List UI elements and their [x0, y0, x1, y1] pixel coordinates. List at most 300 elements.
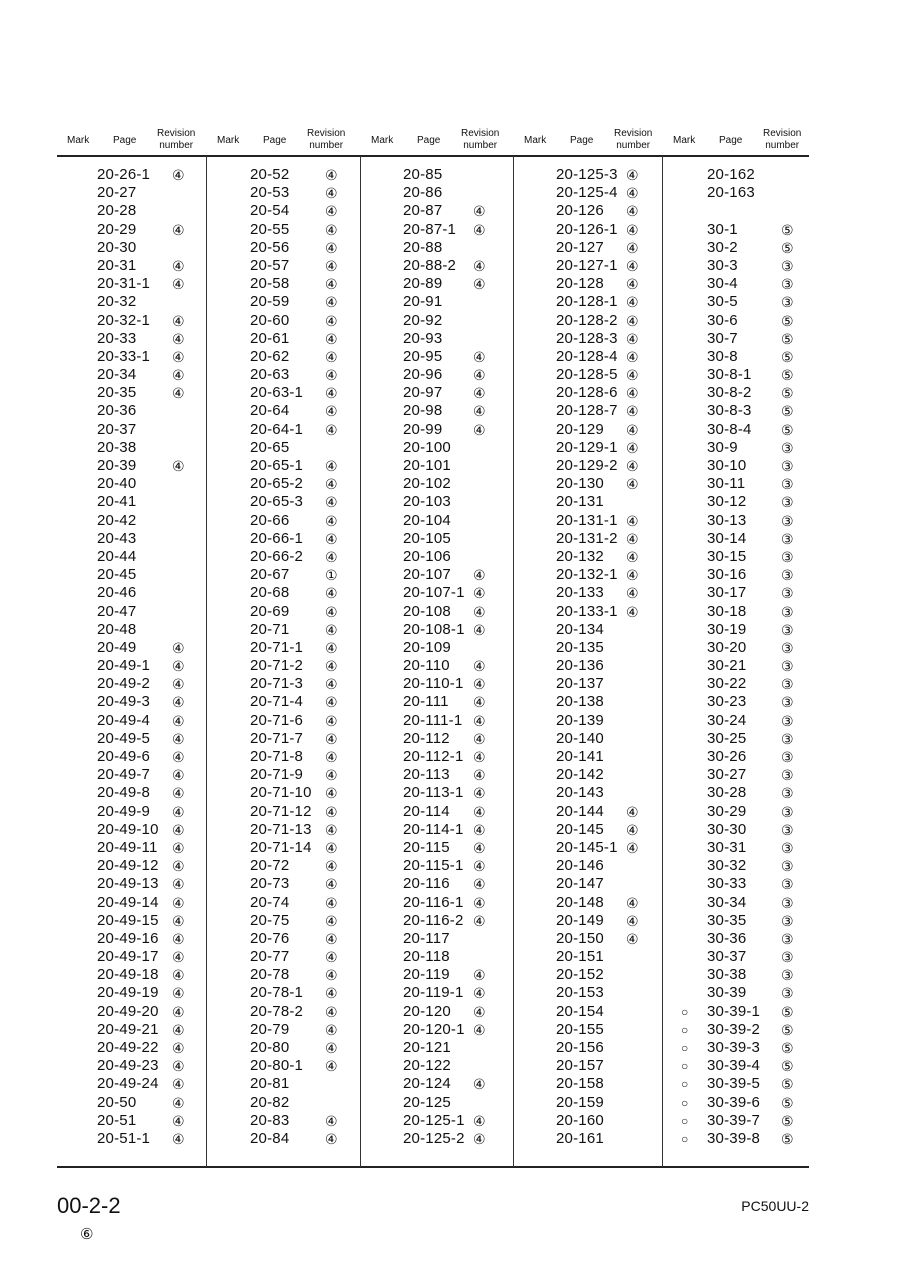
row-revision-number: ⑤	[781, 1040, 794, 1056]
table-row	[207, 839, 357, 857]
row-revision-number: ④	[172, 858, 185, 875]
row-revision-number: ④	[325, 585, 338, 602]
row-page-number: 20-115	[403, 838, 450, 856]
row-page-number: 20-73	[250, 875, 290, 893]
row-page-number: 20-143	[556, 784, 604, 802]
row-page-number: 30-27	[707, 766, 747, 784]
row-page-number: 30-4	[707, 275, 738, 293]
table-row	[361, 312, 511, 330]
table-row	[57, 312, 207, 330]
row-page-number: 20-135	[556, 638, 604, 656]
table-row	[361, 475, 511, 493]
row-revision-number: ④	[473, 385, 486, 402]
table-row	[207, 184, 357, 202]
table-row	[57, 348, 207, 366]
row-page-number: 30-22	[707, 675, 747, 693]
table-row	[57, 421, 207, 439]
table-row	[361, 1094, 511, 1112]
row-page-number: 20-119-1	[403, 984, 464, 1002]
row-page-number: 20-129-1	[556, 438, 618, 456]
row-revision-number: ④	[473, 730, 486, 747]
row-page-number: 20-46	[97, 584, 137, 602]
row-revision-number: ④	[172, 1112, 185, 1129]
row-page-number: 30-8-3	[707, 402, 752, 420]
table-row	[663, 839, 813, 857]
table-row	[514, 166, 664, 184]
row-page-number: 20-49-24	[97, 1075, 159, 1093]
row-page-number: 20-30	[97, 238, 137, 256]
table-row	[663, 548, 813, 566]
table-row	[207, 603, 357, 621]
row-page-number: 20-72	[250, 857, 290, 875]
row-page-number: 20-65-3	[250, 493, 304, 511]
row-revision-number: ④	[473, 585, 486, 602]
row-page-number: 30-35	[707, 911, 747, 929]
row-page-number: 20-60	[250, 311, 290, 329]
row-revision-number: ④	[172, 985, 185, 1002]
row-revision-number: ④	[325, 257, 338, 274]
row-revision-number: ④	[626, 421, 639, 438]
row-page-number: 20-78-2	[250, 1002, 304, 1020]
row-revision-number: ④	[325, 858, 338, 875]
row-revision-number: ④	[473, 694, 486, 711]
table-row	[57, 293, 207, 311]
row-revision-number: ④	[473, 676, 486, 693]
row-revision-number: ④	[473, 858, 486, 875]
table-row	[361, 239, 511, 257]
table-column-group	[361, 166, 511, 1148]
table-row	[57, 493, 207, 511]
table-row	[57, 202, 207, 220]
table-row	[361, 857, 511, 875]
header-page-label: Page	[719, 135, 743, 146]
row-revision-number: ③	[781, 730, 794, 747]
row-revision-number: ④	[172, 1021, 185, 1038]
table-row	[361, 184, 511, 202]
table-row	[57, 366, 207, 384]
row-page-number: 20-127-1	[556, 256, 618, 274]
row-page-number: 20-126-1	[556, 220, 618, 238]
row-page-number: 20-49-21	[97, 1020, 159, 1038]
row-page-number: 20-65-1	[250, 457, 304, 474]
row-page-number: 20-63-1	[250, 384, 304, 402]
table-row	[57, 675, 207, 693]
row-page-number: 30-39-5	[707, 1075, 761, 1093]
table-row	[361, 821, 511, 839]
table-row	[57, 712, 207, 730]
row-revision-number: ⑤	[781, 1112, 794, 1129]
row-page-number: 20-78	[250, 966, 290, 984]
table-row	[57, 603, 207, 621]
row-page-number: 20-128-3	[556, 329, 618, 347]
row-page-number: 20-134	[556, 620, 604, 638]
table-row	[663, 1094, 813, 1112]
row-revision-number: ④	[626, 512, 639, 529]
row-revision-number: ③	[781, 821, 794, 838]
row-revision-number: ④	[626, 803, 639, 820]
row-page-number: 20-79	[250, 1020, 290, 1038]
row-page-number: 20-97	[403, 384, 443, 402]
row-page-number: 20-152	[556, 966, 604, 984]
table-row	[361, 1130, 511, 1148]
table-row	[663, 1130, 813, 1148]
row-revision-number: ④	[626, 548, 639, 565]
table-row	[663, 512, 813, 530]
row-revision-number: ④	[172, 257, 185, 274]
table-row	[57, 621, 207, 639]
row-page-number: 20-42	[97, 511, 137, 529]
row-page-number: 20-110-1	[403, 675, 464, 693]
row-page-number: 30-31	[707, 838, 747, 856]
table-row	[361, 221, 511, 239]
table-row	[207, 348, 357, 366]
row-page-number: 20-49-6	[97, 748, 151, 765]
row-revision-number: ④	[172, 1003, 185, 1020]
table-row	[361, 984, 511, 1002]
row-page-number: 20-48	[97, 620, 137, 638]
row-revision-number: ④	[626, 603, 639, 620]
table-row	[514, 312, 664, 330]
table-row	[207, 257, 357, 275]
row-revision-number: ④	[626, 276, 639, 293]
table-row	[663, 439, 813, 457]
row-page-number: 30-10	[707, 457, 747, 474]
row-page-number: 30-37	[707, 948, 747, 966]
table-row	[514, 566, 664, 584]
row-page-number: 30-39-1	[707, 1002, 761, 1020]
table-row	[361, 784, 511, 802]
row-revision-number: ④	[325, 621, 338, 638]
row-page-number: 20-33	[97, 329, 137, 347]
table-row	[514, 1003, 664, 1021]
table-row	[514, 475, 664, 493]
table-row	[207, 293, 357, 311]
row-page-number: 20-33-1	[97, 347, 151, 365]
row-page-number: 20-125-4	[556, 184, 618, 202]
page-revision-mark: ⑥	[80, 1226, 94, 1243]
table-row	[207, 730, 357, 748]
row-revision-number: ④	[325, 694, 338, 711]
row-page-number: 20-109	[403, 638, 451, 656]
row-revision-number: ④	[626, 185, 639, 202]
table-row	[361, 493, 511, 511]
row-revision-number: ④	[325, 330, 338, 347]
row-revision-number: ④	[172, 1040, 185, 1056]
table-row	[57, 184, 207, 202]
row-page-number: 20-67	[250, 566, 290, 584]
table-row	[207, 493, 357, 511]
table-row	[361, 766, 511, 784]
table-row	[57, 457, 207, 475]
row-revision-number: ④	[172, 221, 185, 238]
column-header	[663, 126, 813, 154]
row-revision-number: ④	[473, 712, 486, 729]
table-row	[514, 348, 664, 366]
table-row	[514, 457, 664, 475]
table-row	[361, 621, 511, 639]
row-revision-number: ④	[325, 912, 338, 929]
row-page-number: 20-37	[97, 420, 137, 438]
table-row	[514, 912, 664, 930]
table-row	[361, 639, 511, 657]
table-row	[57, 784, 207, 802]
table-row	[57, 1039, 207, 1057]
row-page-number: 20-45	[97, 566, 137, 584]
table-row	[663, 930, 813, 948]
row-revision-number: ④	[473, 621, 486, 638]
row-revision-number: ④	[325, 167, 338, 183]
table-row	[663, 730, 813, 748]
row-page-number: 20-26-1	[97, 166, 151, 183]
table-row	[207, 548, 357, 566]
row-page-number: 20-49-18	[97, 966, 159, 984]
table-row	[207, 675, 357, 693]
row-revision-number: ③	[781, 639, 794, 656]
row-page-number: 20-52	[250, 166, 290, 183]
row-revision-number: ④	[172, 876, 185, 893]
table-row	[361, 712, 511, 730]
row-revision-number: ⑤	[781, 312, 794, 329]
row-revision-number: ④	[473, 767, 486, 784]
row-revision-number: ④	[325, 985, 338, 1002]
row-revision-number: ④	[172, 676, 185, 693]
row-page-number: 20-59	[250, 293, 290, 311]
row-page-number: 20-116-2	[403, 911, 464, 929]
row-page-number: 20-149	[556, 911, 604, 929]
header-revision-line1: Revision	[614, 128, 653, 139]
table-row	[57, 894, 207, 912]
row-page-number: 20-119	[403, 966, 450, 984]
table-row	[361, 803, 511, 821]
row-revision-number: ④	[626, 839, 639, 856]
row-mark: ○	[681, 1004, 689, 1019]
row-page-number: 20-47	[97, 602, 137, 620]
table-row	[514, 875, 664, 893]
row-page-number: 20-71-2	[250, 657, 304, 675]
row-revision-number: ③	[781, 548, 794, 565]
row-revision-number: ④	[172, 1130, 185, 1147]
table-row	[663, 912, 813, 930]
row-revision-number: ③	[781, 876, 794, 893]
row-revision-number: ④	[626, 257, 639, 274]
row-revision-number: ④	[626, 530, 639, 547]
row-page-number: 30-39-6	[707, 1093, 761, 1111]
row-page-number: 20-77	[250, 948, 290, 966]
table-row	[207, 221, 357, 239]
row-page-number: 20-125-3	[556, 166, 618, 183]
row-page-number: 20-121	[403, 1039, 451, 1056]
row-page-number: 20-49-8	[97, 784, 151, 802]
row-revision-number: ③	[781, 894, 794, 911]
column-header	[207, 126, 357, 154]
table-row	[514, 257, 664, 275]
row-revision-number: ④	[325, 894, 338, 911]
table-row	[514, 857, 664, 875]
row-page-number: 20-148	[556, 893, 604, 911]
row-revision-number: ③	[781, 512, 794, 529]
table-row	[663, 475, 813, 493]
table-row	[207, 621, 357, 639]
table-row	[514, 1130, 664, 1148]
table-row	[514, 439, 664, 457]
row-revision-number: ④	[325, 494, 338, 511]
row-page-number: 20-49-16	[97, 929, 159, 947]
row-page-number: 20-98	[403, 402, 443, 420]
row-page-number: 20-120-1	[403, 1020, 465, 1038]
row-page-number: 20-103	[403, 493, 451, 511]
model-name: PC50UU-2	[741, 1198, 809, 1214]
table-row	[57, 966, 207, 984]
row-page-number: 20-92	[403, 311, 443, 329]
row-page-number: 20-84	[250, 1129, 290, 1147]
row-revision-number: ④	[325, 639, 338, 656]
row-page-number: 20-132	[556, 547, 604, 565]
row-page-number: 20-129	[556, 420, 604, 438]
row-mark: ○	[681, 1059, 689, 1074]
row-page-number: 20-49-23	[97, 1057, 159, 1075]
row-revision-number: ④	[325, 1058, 338, 1075]
header-page-label: Page	[570, 135, 594, 146]
table-row	[663, 784, 813, 802]
row-revision-number: ④	[325, 530, 338, 547]
table-row	[514, 1112, 664, 1130]
row-page-number: 30-14	[707, 529, 747, 547]
row-revision-number: ④	[325, 767, 338, 784]
row-revision-number: ④	[473, 876, 486, 893]
table-row	[663, 603, 813, 621]
row-page-number: 20-153	[556, 984, 604, 1002]
row-page-number: 20-113	[403, 766, 450, 784]
row-revision-number: ④	[626, 894, 639, 911]
row-page-number: 20-112-1	[403, 748, 464, 765]
table-row	[361, 275, 511, 293]
table-row	[361, 894, 511, 912]
row-revision-number: ③	[781, 785, 794, 802]
row-revision-number: ④	[325, 839, 338, 856]
row-page-number: 20-145-1	[556, 838, 618, 856]
table-row	[207, 239, 357, 257]
row-page-number: 20-87	[403, 202, 443, 220]
table-row	[514, 966, 664, 984]
row-page-number: 20-68	[250, 584, 290, 602]
row-page-number: 30-1	[707, 220, 738, 238]
table-row	[514, 275, 664, 293]
row-revision-number: ④	[473, 221, 486, 238]
row-page-number: 20-89	[403, 275, 443, 293]
row-revision-number: ④	[172, 658, 185, 675]
row-revision-number: ③	[781, 476, 794, 493]
row-revision-number: ④	[172, 167, 185, 183]
table-row	[514, 621, 664, 639]
row-page-number: 20-128-4	[556, 347, 618, 365]
row-page-number: 20-133-1	[556, 602, 618, 620]
table-row	[514, 202, 664, 220]
table-row	[57, 984, 207, 1002]
row-page-number: 20-40	[97, 475, 137, 493]
table-row	[514, 493, 664, 511]
row-revision-number: ④	[325, 876, 338, 893]
header-revision-line2: number	[159, 140, 194, 151]
table-row	[361, 548, 511, 566]
table-row	[663, 166, 813, 184]
table-row	[207, 439, 357, 457]
row-revision-number: ④	[172, 312, 185, 329]
row-page-number: 20-49	[97, 638, 137, 656]
table-row	[663, 1057, 813, 1075]
table-row	[514, 584, 664, 602]
row-page-number: 20-50	[97, 1093, 137, 1111]
table-column-group	[663, 166, 813, 1148]
table-row	[514, 784, 664, 802]
table-row	[514, 675, 664, 693]
row-revision-number: ④	[325, 930, 338, 947]
row-page-number: 20-28	[97, 202, 137, 220]
table-row	[57, 566, 207, 584]
row-page-number: 20-74	[250, 893, 290, 911]
table-row	[663, 966, 813, 984]
table-row	[207, 475, 357, 493]
row-page-number: 20-112	[403, 729, 450, 747]
table-row	[663, 639, 813, 657]
row-page-number: 30-8-1	[707, 366, 752, 384]
row-revision-number: ④	[473, 348, 486, 365]
row-revision-number: ③	[781, 949, 794, 966]
table-row	[57, 857, 207, 875]
table-row	[514, 548, 664, 566]
row-page-number: 30-33	[707, 875, 747, 893]
row-page-number: 20-58	[250, 275, 290, 293]
row-revision-number: ④	[325, 1040, 338, 1056]
header-revision-label	[763, 128, 801, 152]
table-row	[57, 257, 207, 275]
table-row	[663, 184, 813, 202]
table-row	[207, 912, 357, 930]
table-row	[57, 239, 207, 257]
row-mark: ○	[681, 1077, 689, 1092]
table-row	[361, 293, 511, 311]
row-page-number: 20-137	[556, 675, 604, 693]
header-revision-line1: Revision	[307, 128, 346, 139]
row-revision-number: ④	[325, 239, 338, 256]
row-page-number: 30-8-2	[707, 384, 752, 402]
row-page-number: 30-36	[707, 929, 747, 947]
table-row	[514, 821, 664, 839]
row-page-number: 20-125-2	[403, 1129, 465, 1147]
row-revision-number: ④	[473, 967, 486, 984]
table-row	[57, 730, 207, 748]
table-row	[514, 1021, 664, 1039]
row-revision-number: ⑤	[781, 403, 794, 420]
row-revision-number: ④	[473, 785, 486, 802]
header-page-label: Page	[417, 135, 441, 146]
table-row	[663, 493, 813, 511]
row-revision-number: ⑤	[781, 1058, 794, 1075]
row-page-number: 20-71-13	[250, 820, 312, 838]
row-page-number: 30-8-4	[707, 420, 752, 438]
row-page-number: 20-116	[403, 875, 450, 893]
row-page-number: 20-146	[556, 857, 604, 875]
table-row	[207, 766, 357, 784]
table-row	[663, 348, 813, 366]
row-revision-number: ④	[473, 749, 486, 765]
row-revision-number: ④	[172, 749, 185, 765]
row-page-number: 30-8	[707, 347, 738, 365]
row-page-number: 30-13	[707, 511, 747, 529]
row-revision-number: ④	[172, 1058, 185, 1075]
row-page-number: 20-86	[403, 184, 443, 202]
row-revision-number: ③	[781, 912, 794, 929]
row-revision-number: ⑤	[781, 1021, 794, 1038]
